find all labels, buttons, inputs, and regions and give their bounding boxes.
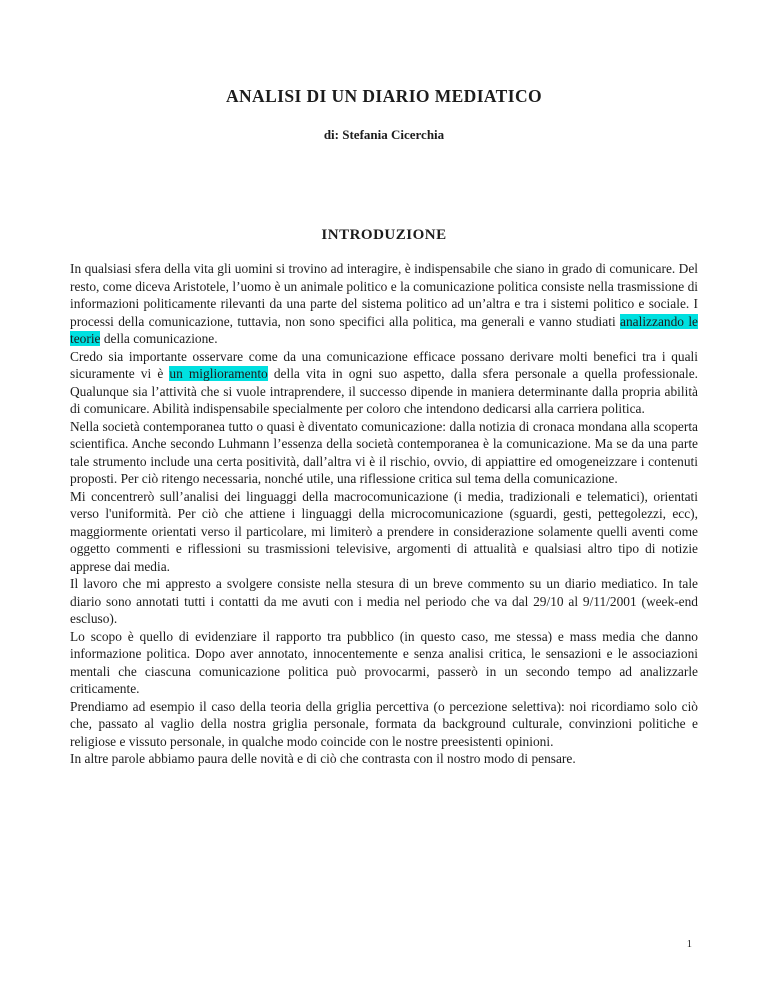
paragraph-text: Lo scopo è quello di evidenziare il rapporto tra pubblico (in questo caso, me stessa) e mass media che danno informazione politica. Dopo aver annotato, innocentemente e senza analisi critica, le sensazioni e le associazioni mentali che ciascuna comunicazione politica può provocarmi, passerò in un secondo tempo ad analizzarle criticamente. [70, 628, 698, 696]
page-number: 1 [686, 939, 692, 950]
paragraph [70, 750, 698, 768]
document-body [70, 260, 698, 768]
document-author: di: Stefania Cicerchia [323, 127, 445, 142]
paragraph-text: In altre parole abbiamo paura delle novità e di ciò che contrasta con il nostro modo di pensare. [70, 751, 576, 766]
paragraph-text: Mi concentrerò sull’analisi dei linguaggi della macrocomunicazione (i media, tradizionali e telematici), orientati verso l'uniformità. Per ciò che attiene i linguaggi della microcomunicazione (sguardi, gesti, pettegolezzi, ecc), maggiormente orientati verso il particolare, mi limiterò a prendere in considerazione solamente quelli aventi come oggetto commenti e riflessioni su trasmissioni televisive, argomenti di attualità e qualsiasi altro tipo di notizie apprese dai media. [70, 488, 698, 574]
paragraph-text: Credo sia importante osservare come da una comunicazione efficace possano derivare molti benefici tra i quali sicuramente vi è [70, 348, 698, 381]
highlighted-text: analizzando le teorie [70, 313, 698, 346]
paragraph [70, 488, 698, 576]
paragraph [70, 260, 698, 348]
paragraph [70, 348, 698, 418]
paragraph-text: della comunicazione. [100, 331, 218, 346]
paragraph-text: Prendiamo ad esempio il caso della teoria della griglia percettiva (o percezione selettiva): noi ricordiamo solo ciò che, passato al vaglio della nostra griglia personale, formata da background culturale, convinzioni politiche e religiose e vissuto personale, in qualche modo coincide con le nostre preesistenti opinioni. [70, 698, 698, 749]
paragraph-text: Nella società contemporanea tutto o quasi è diventato comunicazione: dalla notizia di cronaca mondana alla scoperta scientifica. Anche secondo Luhmann l’essenza della società contemporanea è la comunicazione. Ma se da una parte tale strumento include una certa positività, dall’altra vi è il rischio, ovvio, di appiattire ed omogeneizzare i contenuti proposti. Per ciò ritengo necessaria, nonché utile, una riflessione critica sul tema della comunicazione. [70, 418, 698, 486]
paragraph [70, 698, 698, 751]
paragraph-text: della vita in ogni suo aspetto, dalla sfera personale a quella professionale. Qualunque sia l’attività che si vuole intraprendere, il successo dipende in maniera determinante dalla propria abilità di comunicare. Abilità indispensabile specialmente per coloro che intendono dedicarsi alla carriera politica. [70, 366, 698, 416]
document-title: ANALISI DI UN DIARIO MEDIATICO [225, 86, 543, 106]
paragraph-text: Il lavoro che mi appresto a svolgere consiste nella stesura di un breve commento su un diario mediatico. In tale diario sono annotati tutti i contatti da me avuti con i media nel periodo che va dal 29/10 al 9/11/2001 (week-end escluso). [70, 576, 698, 626]
paragraph [70, 628, 698, 698]
highlighted-text: un miglioramento [169, 366, 268, 381]
section-heading: INTRODUZIONE [321, 227, 447, 243]
paragraph [70, 575, 698, 628]
paragraph-text: In qualsiasi sfera della vita gli uomini si trovino ad interagire, è indispensabile che siano in grado di comunicare. Del resto, come diceva Aristotele, l’uomo è un animale politico e la comunicazione politica consiste nella trasmissione di informazioni politicamente rilevanti da una parte del sistema politico ad un’altra e tra i sistemi politico e sociale. I processi della comunicazione, tuttavia, non sono specifici alla politica, ma generali e vanno studiati [70, 261, 698, 329]
paragraph [70, 418, 698, 488]
